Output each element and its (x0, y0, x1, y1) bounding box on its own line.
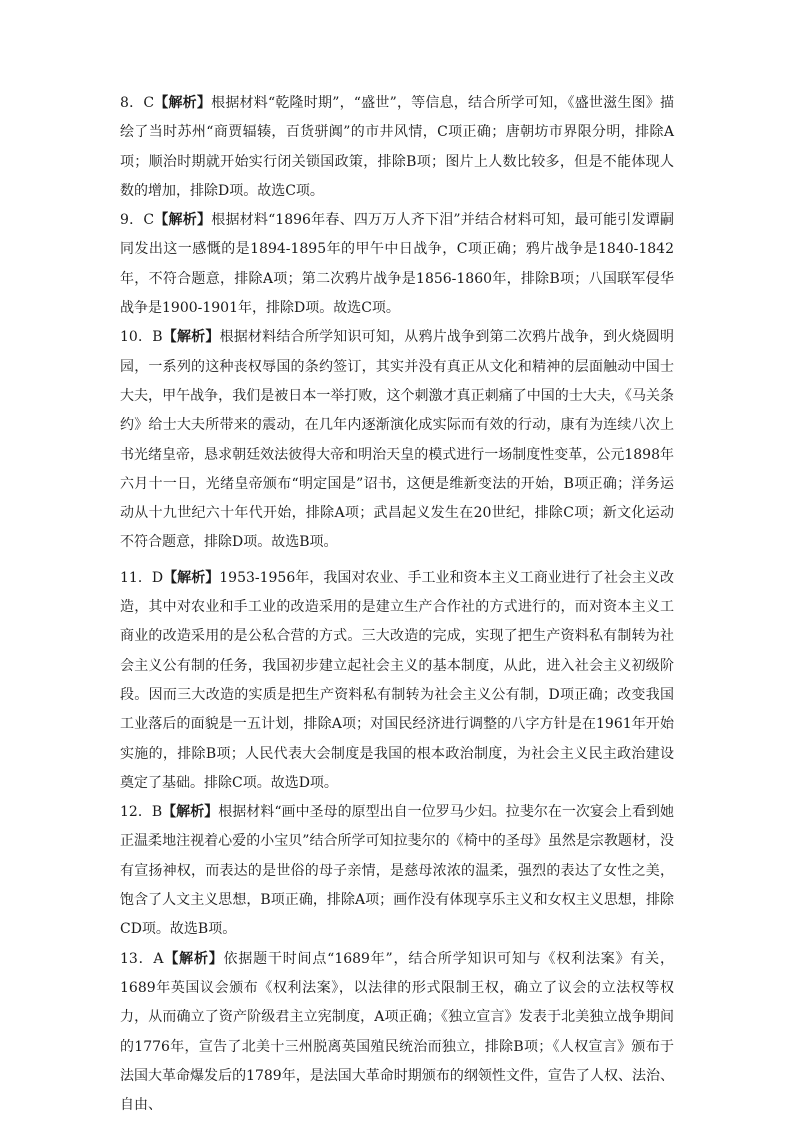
analysis-tag: 【解析】 (163, 950, 224, 967)
answer-text: 依据题干时间点“1689年”，结合所学知识可知与《权利法案》有关，1689年英国议会颁布《权利法案》，以法律的形式限制王权，确立了议会的立法权等权力，从而确立了资产阶级君主立宪制度，A项正确；《独立宣言》发表于北美独立战争期间的1776年，宣告了北美十三州脱离英国殖民统治而独立，排除B项；《人权宣言》颁布于法国大革命爆发后的1789年，是法国大革命时期颁布的纲领性文件，宣告了人权、法治、自由、 (120, 950, 674, 1114)
answer-number: 12．B (120, 804, 163, 821)
answer-item-8 (120, 89, 674, 206)
answer-text: 根据材料“画中圣母的原型出自一位罗马少妇。拉斐尔在一次宴会上看到她正温柔地注视着心爱的小宝贝”结合所学可知拉斐尔的《椅中的圣母》虽然是宗教题材，没有宣扬神权，而表达的是世俗的母子亲情，是慈母浓浓的温柔，强烈的表达了女性之美，饱含了人文主义思想，B项正确，排除A项；画作没有体现享乐主义和女权主义思想，排除CD项。故选B项。 (120, 804, 675, 938)
analysis-tag: 【解析】 (162, 329, 220, 346)
answer-text: 根据材料结合所学知识可知，从鸦片战争到第二次鸦片战争，到火烧圆明园，一系列的这种丧权辱国的条约签订，其实并没有真正从文化和精神的层面触动中国士大夫，甲午战争，我们是被日本一举打败，这个刺激才真正刺痛了中国的士大夫，《马关条约》给士大夫所带来的震动，在几年内逐渐演化成实际而有效的行动，康有为连续八次上书光绪皇帝，恳求朝廷效法彼得大帝和明治天皇的模式进行一场制度性变革，公元1898年六月十一日，光绪皇帝颁布“明定国是”诏书，这便是维新变法的开始，B项正确；洋务运动从十九世纪六十年代开始，排除A项；武昌起义发生在20世纪，排除C项；新文化运动不符合题意，排除D项。故选B项。 (120, 329, 675, 551)
analysis-tag: 【解析】 (154, 95, 212, 111)
answer-item-13 (120, 945, 674, 1121)
answer-number: 10．B (120, 329, 163, 346)
answer-text: 1953-1956年，我国对农业、手工业和资本主义工商业进行了社会主义改造，其中对农业和手工业的改造采用的是建立生产合作社的方式进行的，而对资本主义工商业的改造采用的是公私合营的方式。三大改造的完成，实现了把生产资料私有制转为社会主义公有制的任务，我国初步建立起社会主义的基本制度，从此，进入社会主义初级阶段。因而三大改造的实质是把生产资料私有制转为社会主义公有制，D项正确；改变我国工业落后的面貌是一五计划，排除A项；对国民经济进行调整的八字方针是在1961年开始实施的，排除B项；人民代表大会制度是我国的根本政治制度，为社会主义民主政治建设奠定了基础。排除C项。故选D项。 (120, 569, 674, 791)
answer-item-10 (120, 323, 674, 557)
answer-number: 13．A (120, 950, 164, 967)
answer-number: 9．C (120, 212, 155, 229)
analysis-tag: 【解析】 (154, 212, 212, 229)
answer-number: 8．C (120, 95, 155, 111)
answer-item-11 (120, 564, 674, 798)
answer-number: 11．D (120, 569, 164, 586)
answer-item-12 (120, 798, 674, 944)
analysis-tag: 【解析】 (163, 569, 220, 586)
answer-explanations (120, 89, 674, 1120)
answer-text: 根据材料“1896年春、四万万人齐下泪”并结合材料可知，最可能引发谭嗣同发出这一感慨的是1894-1895年的甲午中日战争，C项正确；鸦片战争是1840-1842年，不符合题意，排除A项；第二次鸦片战争是1856-1860年，排除B项；八国联军侵华战争是1900-1901年，排除D项。故选C项。 (120, 212, 674, 317)
answer-text: 根据材料“乾隆时期”，“盛世”，等信息，结合所学可知，《盛世滋生图》描绘了当时苏州“商贾辐辏，百货骈阗”的市井风情，C项正确；唐朝坊市界限分明，排除A项；顺治时期就开始实行闭关锁国政策，排除B项；图片上人数比较多，但是不能体现人数的增加，排除D项。故选C项。 (120, 95, 674, 199)
answer-item-9 (120, 206, 674, 323)
analysis-tag: 【解析】 (162, 804, 219, 821)
